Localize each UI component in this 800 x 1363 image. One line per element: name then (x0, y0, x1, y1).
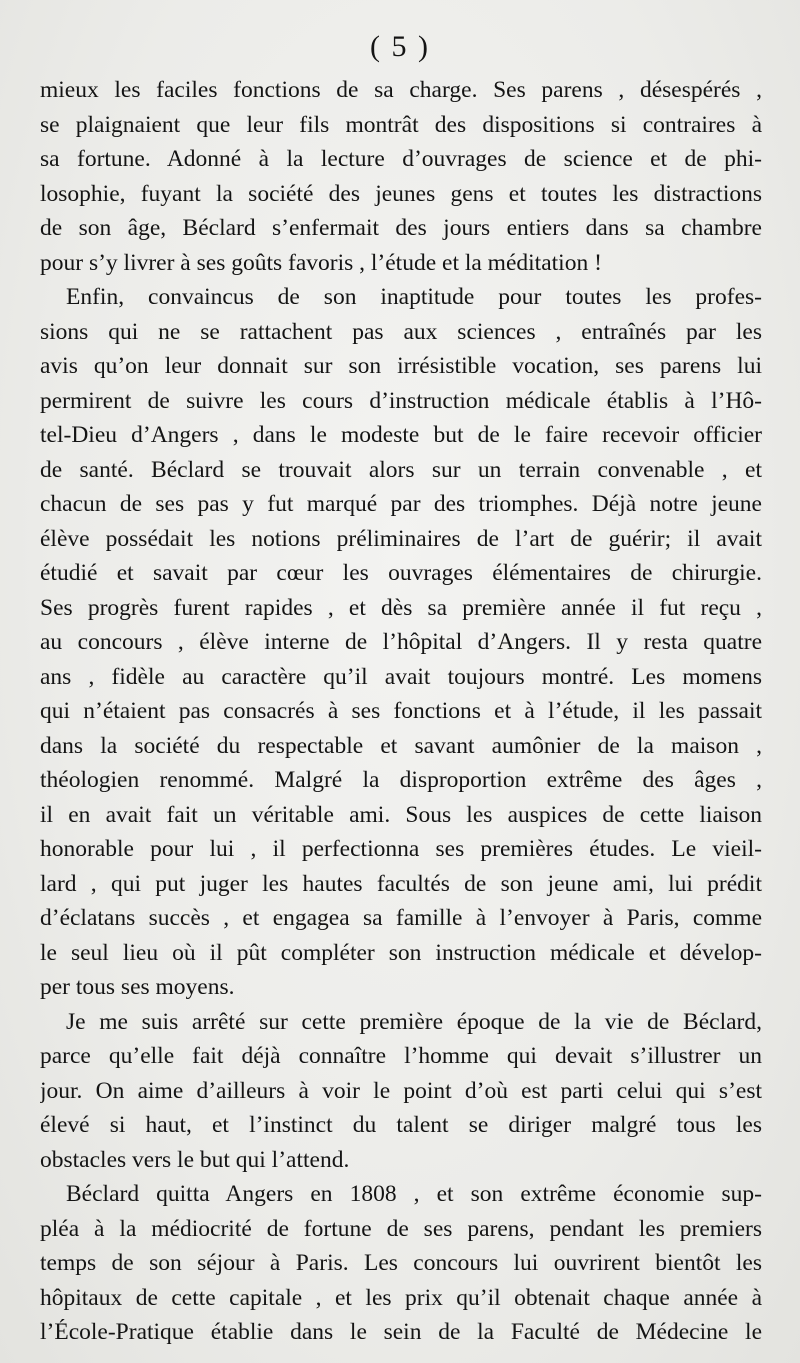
text-line: tel-Dieu d’Angers , dans le modeste but de le faire recevoir officier (40, 422, 762, 448)
text-line: chacun de ses pas y fut marqué par des triomphes. Déjà notre jeune (40, 491, 762, 517)
text-line: qui n’étaient pas consacrés à ses fonctions et à l’étude, il les passait (40, 698, 762, 724)
text-line: Je me suis arrêté sur cette première époque de la vie de Béclard, (66, 1008, 762, 1035)
text-line: pléa à la médiocrité de fortune de ses parens, pendant les premiers (40, 1215, 762, 1242)
text-line: de santé. Béclard se trouvait alors sur un terrain convenable , et (40, 456, 762, 483)
text-line: au concours , élève interne de l’hôpital d’Angers. Il y resta quatre (40, 629, 762, 655)
text-line: parce qu’elle fait déjà connaître l’homme qui devait s’illustrer un (40, 1043, 762, 1069)
text-line: pour s’y livrer à ses goûts favoris , l’étude et la méditation ! (40, 249, 602, 276)
text-line: lard , qui put juger les hautes facultés de son jeune ami, lui prédit (40, 870, 762, 897)
body-text (40, 73, 762, 1350)
text-line: temps de son séjour à Paris. Les concours lui ouvrirent bientôt les (40, 1250, 762, 1276)
text-line: élève possédait les notions préliminaires de l’art de guérir; il avait (40, 525, 762, 552)
paragraph-3 (40, 1005, 762, 1178)
text-line: l’École-Pratique établie dans le sein de la Faculté de Médecine le (40, 1319, 762, 1345)
text-line: Enfin, convaincus de son inaptitude pour toutes les profes- (66, 284, 762, 310)
text-line: sions qui ne se rattachent pas aux sciences , entraînés par les (40, 318, 762, 345)
text-line: le seul lieu où il pût compléter son instruction médicale et dévelop- (40, 939, 762, 966)
text-line: théologien renommé. Malgré la disproportion extrême des âges , (40, 767, 762, 793)
text-line: d’éclatans succès , et engagea sa famille à l’envoyer à Paris, comme (40, 905, 762, 931)
text-line: permirent de suivre les cours d’instruction médicale établis à l’Hô- (40, 387, 762, 414)
text-line: mieux les faciles fonctions de sa charge. Ses parens , désespérés , (40, 77, 762, 103)
text-line: losophie, fuyant la société des jeunes gens et toutes les distractions (40, 180, 762, 207)
text-line: élevé si haut, et l’instinct du talent se diriger malgré tous les (40, 1112, 762, 1138)
text-line: Ses progrès furent rapides , et dès sa première année il fut reçu , (40, 594, 762, 621)
paragraph-4 (40, 1177, 762, 1350)
text-line: jour. On aime d’ailleurs à voir le point d’où est parti celui qui s’est (40, 1077, 762, 1104)
page-number: ( 5 ) (370, 30, 430, 63)
text-line: per tous ses moyens. (40, 974, 235, 1000)
text-line: avis qu’on leur donnait sur son irrésistible vocation, ses parens lui (40, 353, 762, 379)
text-line: obstacles vers le but qui l’attend. (40, 1146, 350, 1173)
paragraph-1 (40, 73, 762, 280)
text-line: ans , fidèle au caractère qu’il avait toujours montré. Les momens (40, 663, 762, 690)
text-line: de son âge, Béclard s’enfermait des jours entiers dans sa chambre (40, 215, 762, 241)
text-line: se plaignaient que leur fils montrât des dispositions si contraires à (40, 111, 762, 138)
text-line: hôpitaux de cette capitale , et les prix qu’il obtenait chaque année à (40, 1284, 762, 1311)
text-line: honorable pour lui , il perfectionna ses premières études. Le vieil- (40, 836, 762, 862)
paragraph-2 (40, 280, 762, 1005)
text-line: sa fortune. Adonné à la lecture d’ouvrages de science et de phi- (40, 146, 762, 172)
text-line: étudié et savait par cœur les ouvrages élémentaires de chirurgie. (40, 560, 762, 586)
text-line: dans la société du respectable et savant aumônier de la maison , (40, 732, 762, 759)
text-line: il en avait fait un véritable ami. Sous les auspices de cette liaison (40, 801, 762, 828)
text-line: Béclard quitta Angers en 1808 , et son extrême économie sup- (66, 1181, 762, 1207)
